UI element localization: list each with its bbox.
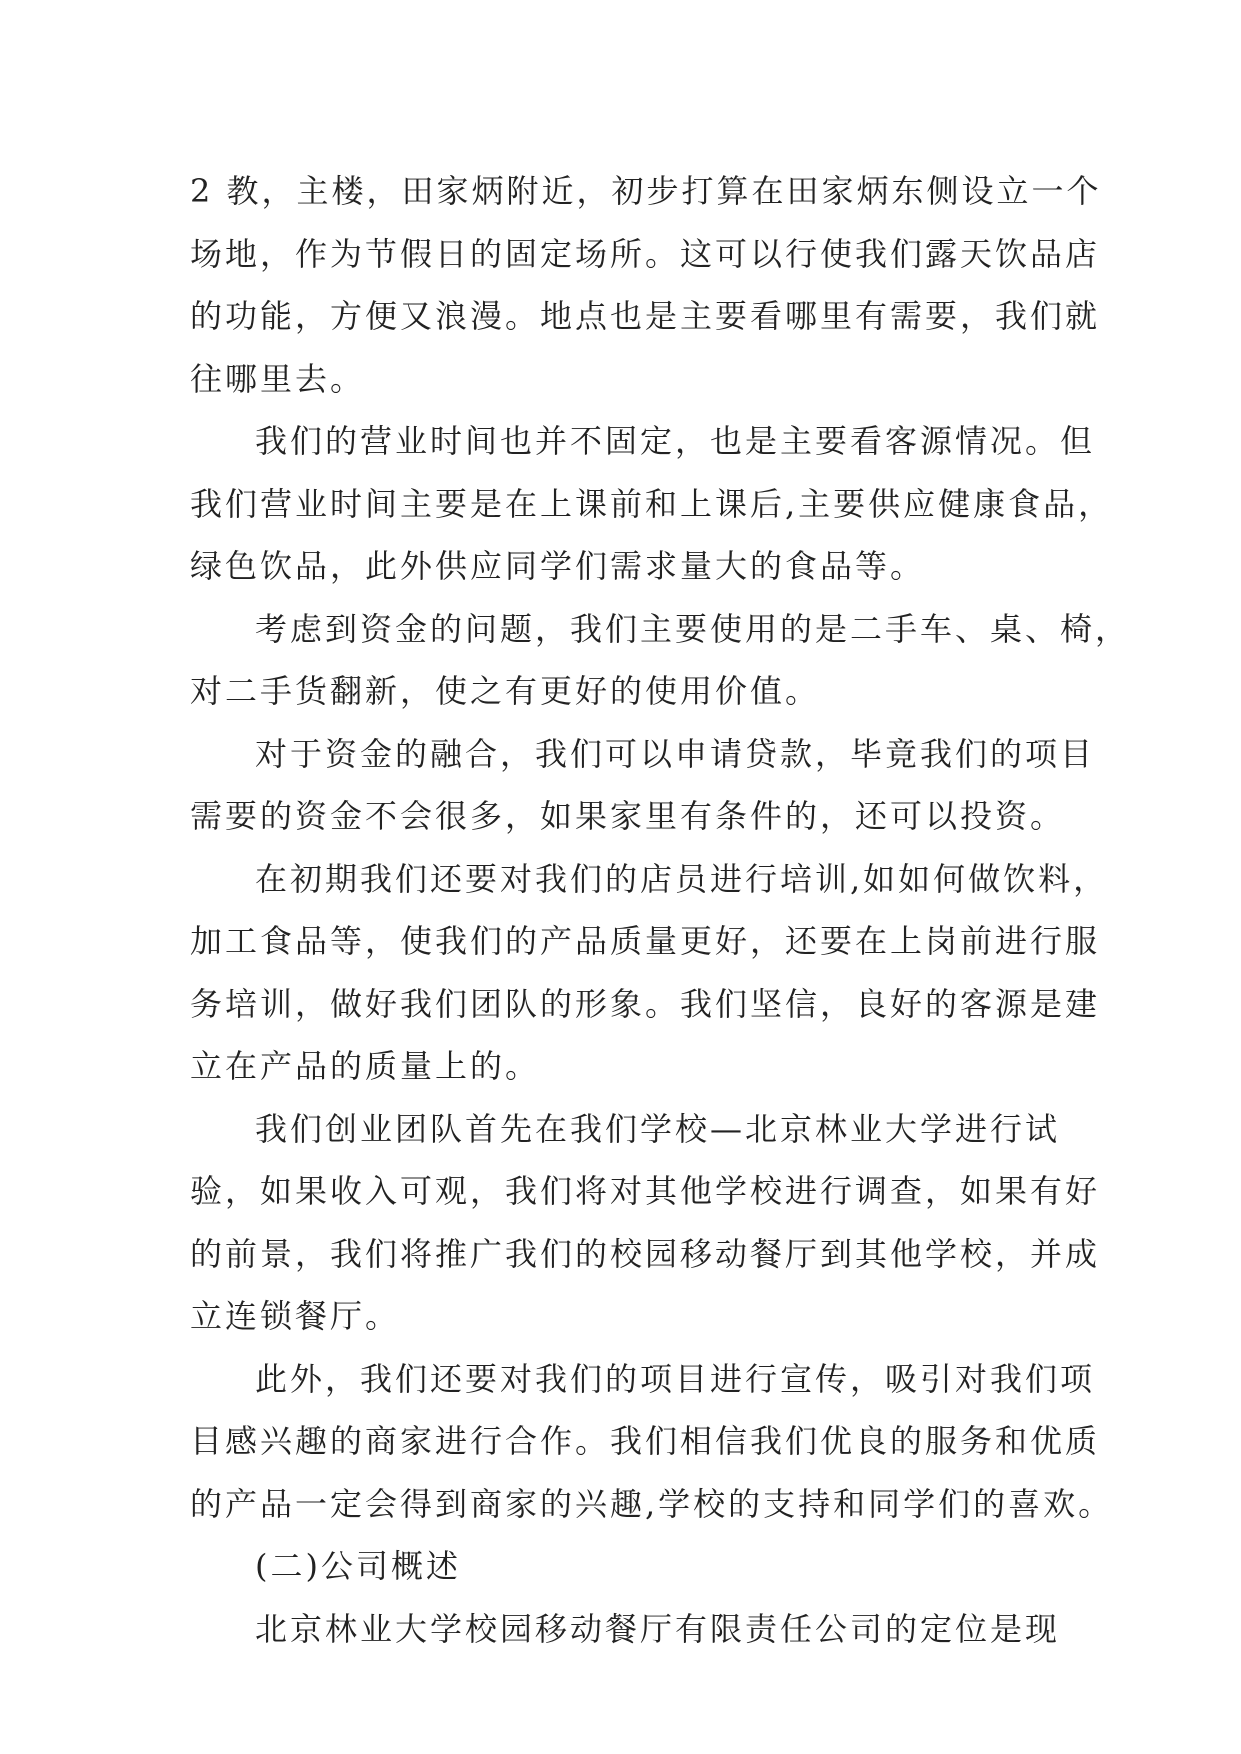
text-line: 绿色饮品，此外供应同学们需求量大的食品等。 [190,547,926,585]
text-line: 2 教，主楼，田家炳附近，初步打算在田家炳东侧设立一个 [190,172,1102,210]
text-line: 需要的资金不会很多，如果家里有条件的，还可以投资。 [190,797,1066,835]
text-line: 验，如果收入可观，我们将对其他学校进行调查，如果有好 [190,1172,1101,1210]
text-line: 立连锁餐厅。 [190,1297,401,1335]
text-line: 往哪里去。 [190,359,366,398]
text-line: 的产品一定会得到商家的兴趣,学校的支持和同学们的喜欢。 [190,1484,1114,1523]
text-line: 场地，作为节假日的固定场所。这可以行使我们露天饮品店 [190,234,1101,273]
text-line: 我们创业团队首先在我们学校—北京林业大学进行试 [255,1109,1061,1148]
text-line: 的前景，我们将推广我们的校园移动餐厅到其他学校，并成 [190,1234,1101,1273]
body-text [190,160,1131,1660]
text-line: 的功能，方便又浪漫。地点也是主要看哪里有需要，我们就 [190,297,1101,335]
text-line: 在初期我们还要对我们的店员进行培训,如如何做饮料， [255,859,1109,898]
text-line: 我们营业时间主要是在上课前和上课后,主要供应健康食品， [190,484,1114,523]
text-line: 考虑到资金的问题，我们主要使用的是二手车、桌、椅， [255,609,1131,648]
text-line: 此外，我们还要对我们的项目进行宣传，吸引对我们项 [255,1359,1096,1398]
text-line: 立在产品的质量上的。 [190,1047,541,1085]
text-line: 北京林业大学校园移动餐厅有限责任公司的定位是现 [255,1609,1061,1648]
section-heading: (二)公司概述 [255,1547,461,1585]
text-line: 对二手货翻新，使之有更好的使用价值。 [190,672,821,710]
text-line: 务培训，做好我们团队的形象。我们坚信，良好的客源是建 [190,984,1101,1023]
text-line: 对于资金的融合，我们可以申请贷款，毕竟我们的项目 [255,734,1096,773]
text-line: 目感兴趣的商家进行合作。我们相信我们优良的服务和优质 [190,1422,1101,1460]
text-line: 加工食品等，使我们的产品质量更好，还要在上岗前进行服 [190,922,1101,960]
text-line: 我们的营业时间也并不固定，也是主要看客源情况。但 [255,422,1096,460]
